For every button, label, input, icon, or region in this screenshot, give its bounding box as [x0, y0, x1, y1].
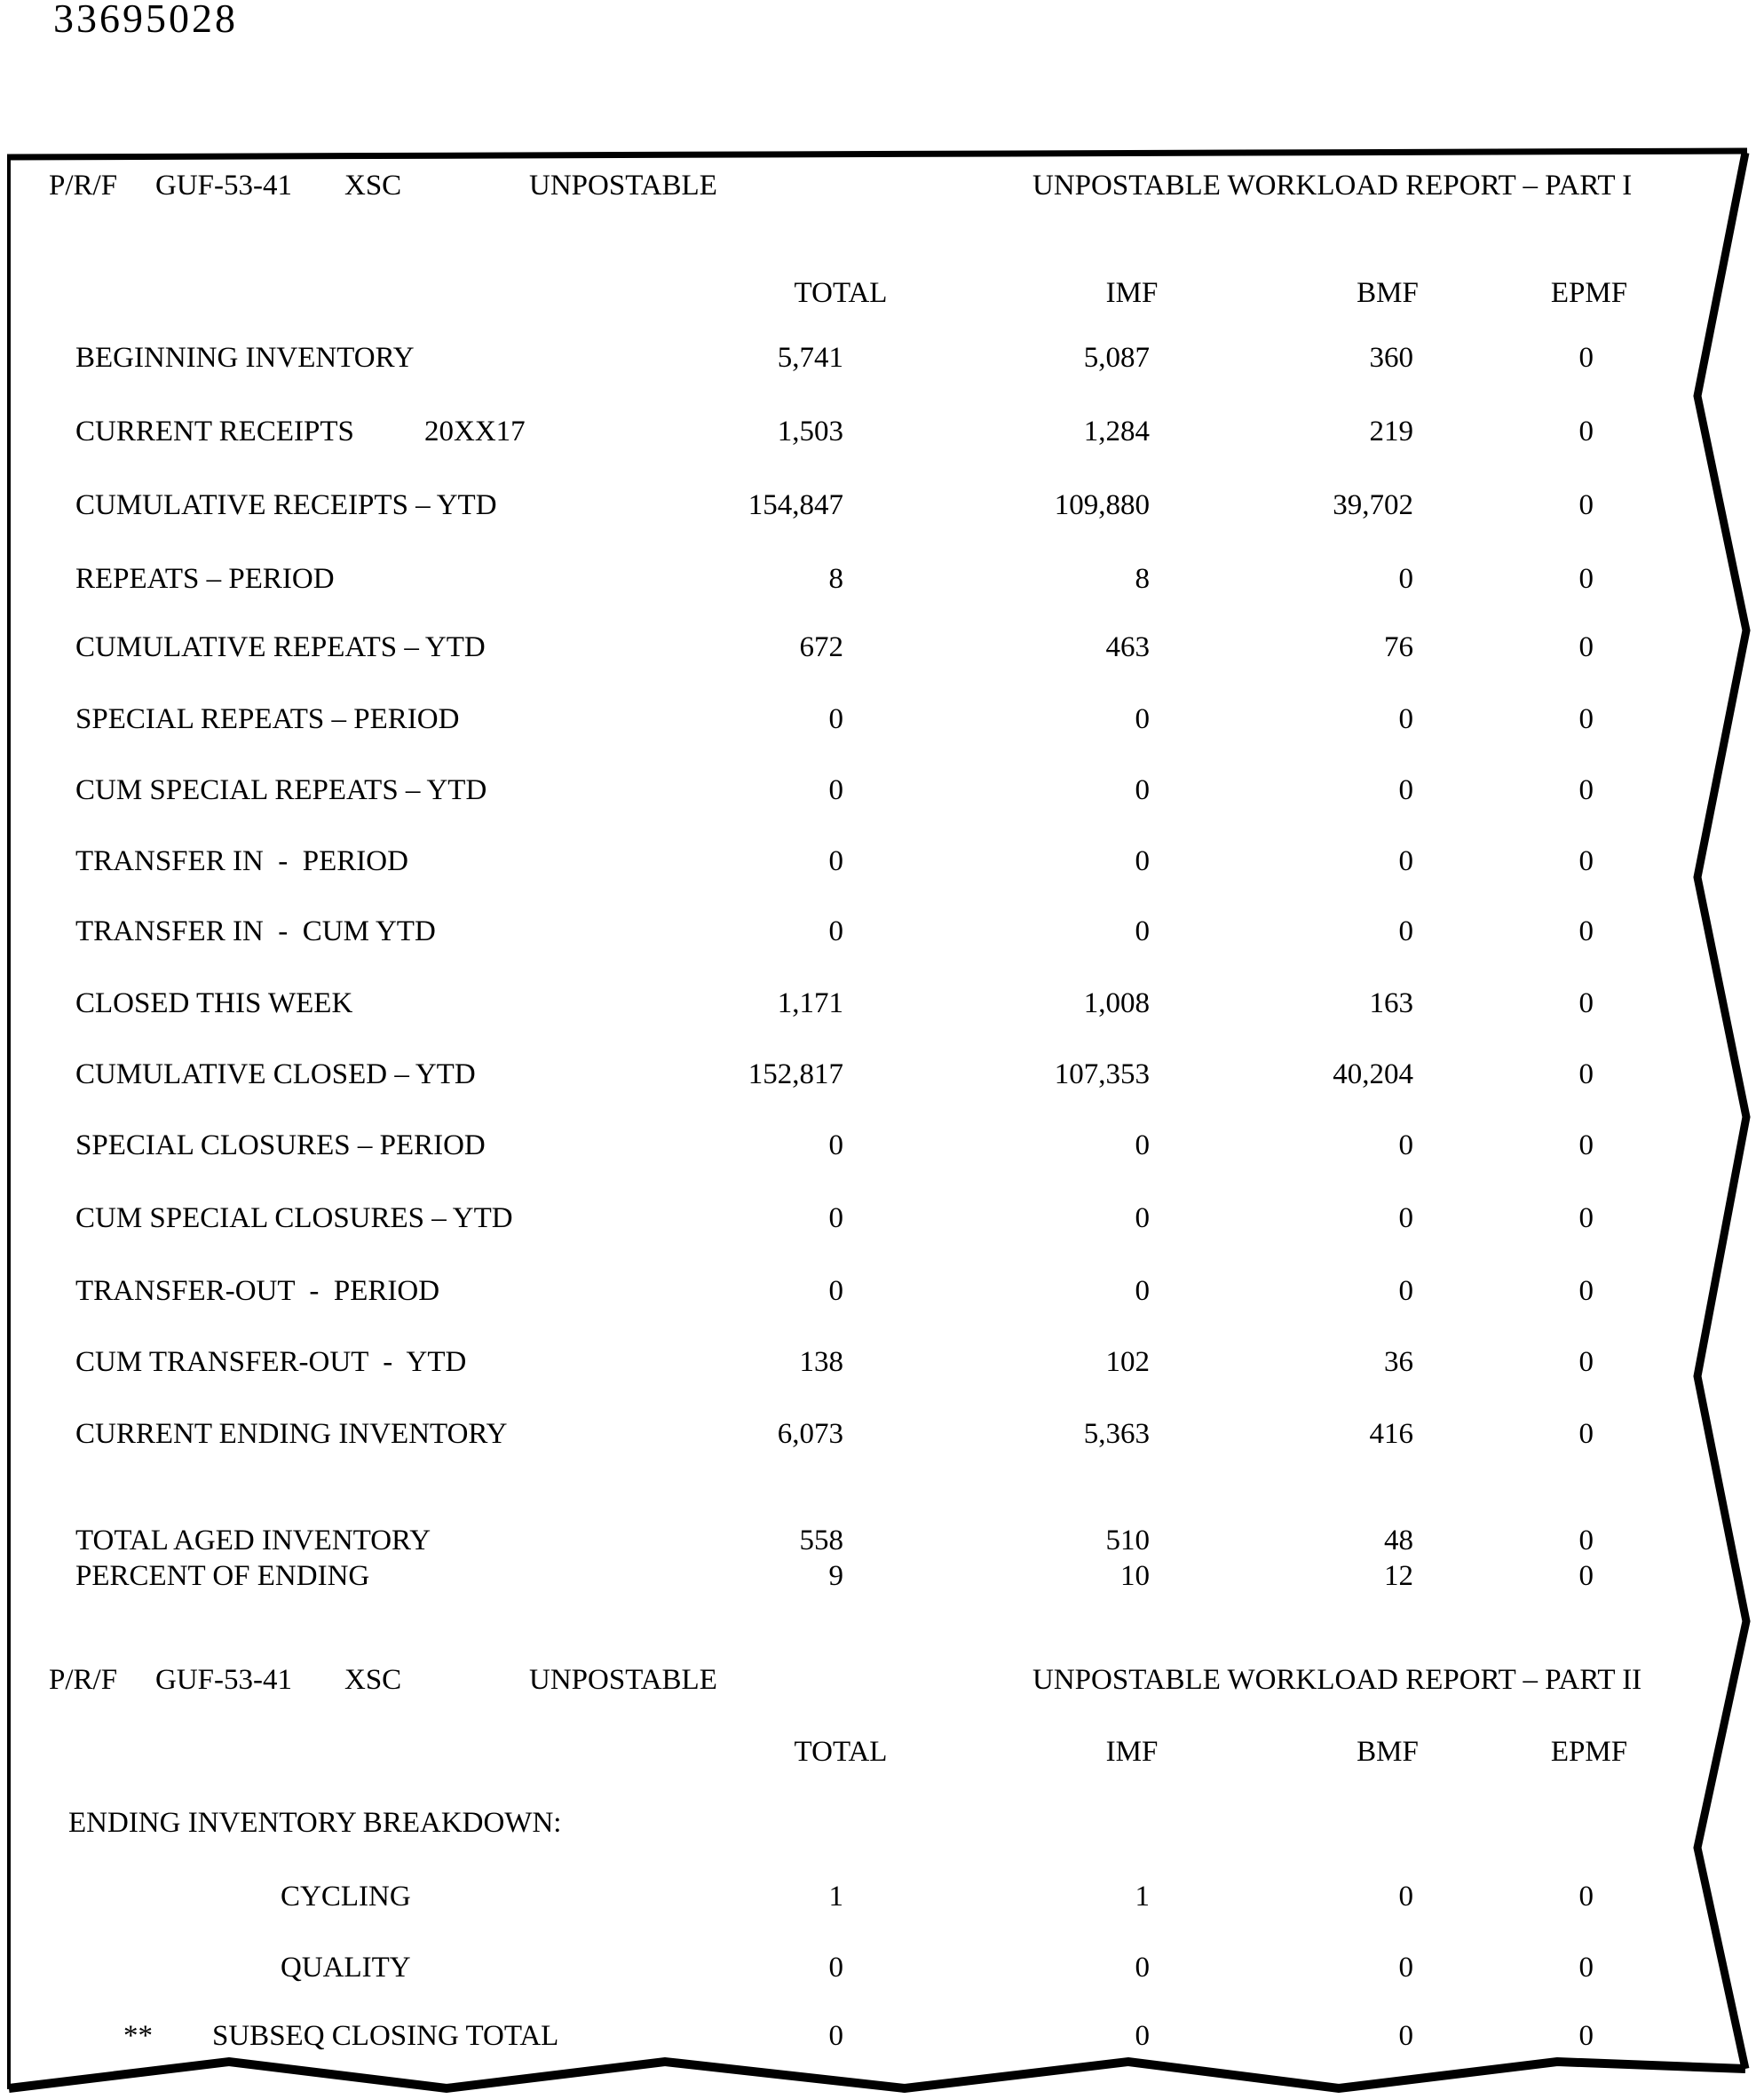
column-header-total: TOTAL [794, 277, 888, 309]
footnote-marker: ** [123, 2020, 153, 2052]
value-total: 6,073 [777, 1418, 843, 1450]
value-epmf: 0 [1578, 1418, 1594, 1450]
column-header-bmf: BMF [1357, 1736, 1419, 1768]
part2-report-code: GUF-53-41 [155, 1664, 292, 1696]
table-row [0, 1344, 1764, 1382]
value-imf: 0 [1135, 774, 1150, 806]
value-bmf: 0 [1398, 1275, 1413, 1307]
value-epmf: 0 [1578, 1525, 1594, 1556]
value-imf: 463 [1105, 631, 1150, 663]
ending-inventory-breakdown-label: ENDING INVENTORY BREAKDOWN: [68, 1807, 562, 1839]
column-header-total: TOTAL [794, 1736, 888, 1768]
row-label: TRANSFER-OUT - PERIOD [75, 1275, 440, 1307]
value-epmf: 0 [1578, 1129, 1594, 1161]
value-epmf: 0 [1578, 2020, 1594, 2052]
value-imf: 0 [1135, 2020, 1150, 2052]
row-label: CUM SPECIAL CLOSURES – YTD [75, 1202, 513, 1234]
value-total: 1,171 [777, 987, 843, 1019]
table-row [0, 1200, 1764, 1238]
value-bmf: 0 [1398, 2020, 1413, 2052]
table-row [0, 487, 1764, 525]
value-epmf: 0 [1578, 915, 1594, 947]
value-bmf: 0 [1398, 1881, 1413, 1913]
value-bmf: 76 [1384, 631, 1413, 663]
value-imf: 0 [1135, 703, 1150, 735]
row-label: SPECIAL CLOSURES – PERIOD [75, 1129, 486, 1161]
value-bmf: 0 [1398, 1129, 1413, 1161]
value-epmf: 0 [1578, 631, 1594, 663]
value-bmf: 0 [1398, 563, 1413, 595]
value-total: 0 [828, 2020, 843, 2052]
value-epmf: 0 [1578, 1560, 1594, 1592]
part1-program-label: P/R/F [49, 170, 118, 202]
value-bmf: 40,204 [1333, 1058, 1413, 1090]
value-bmf: 12 [1384, 1560, 1413, 1592]
row-label: TRANSFER IN - PERIOD [75, 845, 408, 877]
value-epmf: 0 [1578, 703, 1594, 735]
table-row [0, 561, 1764, 598]
table-row [0, 2018, 1764, 2055]
value-epmf: 0 [1578, 1881, 1594, 1913]
table-row [0, 1879, 1764, 1916]
value-total: 0 [828, 774, 843, 806]
table-row [0, 914, 1764, 951]
row-label: CURRENT ENDING INVENTORY [75, 1418, 508, 1450]
table-row [0, 701, 1764, 739]
part1-report-type: UNPOSTABLE [529, 170, 717, 202]
value-epmf: 0 [1578, 1952, 1594, 1984]
value-imf: 510 [1105, 1525, 1150, 1556]
value-total: 8 [828, 563, 843, 595]
row-label: CUM SPECIAL REPEATS – YTD [75, 774, 487, 806]
value-imf: 1 [1135, 1881, 1150, 1913]
table-row [0, 1273, 1764, 1311]
column-header-imf: IMF [1105, 1736, 1159, 1768]
value-imf: 107,353 [1054, 1058, 1150, 1090]
value-epmf: 0 [1578, 342, 1594, 374]
row-label: CUM TRANSFER-OUT - YTD [75, 1346, 467, 1378]
column-header-bmf: BMF [1357, 277, 1419, 309]
row-label: CURRENT RECEIPTS [75, 416, 354, 448]
row-sublabel: 20XX17 [424, 416, 526, 448]
column-header-epmf: EPMF [1550, 277, 1628, 309]
table-row [0, 1558, 1764, 1596]
value-epmf: 0 [1578, 489, 1594, 521]
value-bmf: 36 [1384, 1346, 1413, 1378]
value-epmf: 0 [1578, 1346, 1594, 1378]
value-total: 0 [828, 1202, 843, 1234]
row-label: SPECIAL REPEATS – PERIOD [75, 703, 460, 735]
value-imf: 0 [1135, 1129, 1150, 1161]
table-row [0, 340, 1764, 377]
value-total: 138 [799, 1346, 843, 1378]
value-bmf: 0 [1398, 915, 1413, 947]
value-imf: 1,008 [1083, 987, 1150, 1019]
part2-report-title: UNPOSTABLE WORKLOAD REPORT – PART II [1032, 1664, 1642, 1696]
value-bmf: 219 [1369, 416, 1413, 448]
value-epmf: 0 [1578, 1058, 1594, 1090]
value-epmf: 0 [1578, 416, 1594, 448]
document-number: 33695028 [53, 0, 238, 41]
value-imf: 109,880 [1054, 489, 1150, 521]
part1-report-title: UNPOSTABLE WORKLOAD REPORT – PART I [1032, 170, 1633, 202]
value-epmf: 0 [1578, 987, 1594, 1019]
value-total: 672 [799, 631, 843, 663]
value-bmf: 416 [1369, 1418, 1413, 1450]
table-row [0, 1950, 1764, 1987]
part2-section-line [0, 1805, 1764, 1842]
row-label: SUBSEQ CLOSING TOTAL [212, 2020, 559, 2052]
value-imf: 5,087 [1083, 342, 1150, 374]
value-total: 152,817 [748, 1058, 843, 1090]
row-label: PERCENT OF ENDING [75, 1560, 370, 1592]
part2-column-headers [0, 1734, 1764, 1771]
row-label: CUMULATIVE REPEATS – YTD [75, 631, 486, 663]
value-bmf: 360 [1369, 342, 1413, 374]
value-imf: 0 [1135, 1952, 1150, 1984]
row-label: REPEATS – PERIOD [75, 563, 335, 595]
value-imf: 8 [1135, 563, 1150, 595]
value-total: 1,503 [777, 416, 843, 448]
border-top-line [7, 151, 1747, 157]
value-bmf: 163 [1369, 987, 1413, 1019]
value-bmf: 0 [1398, 774, 1413, 806]
value-epmf: 0 [1578, 563, 1594, 595]
part2-report-type: UNPOSTABLE [529, 1664, 717, 1696]
value-bmf: 0 [1398, 845, 1413, 877]
value-total: 0 [828, 1952, 843, 1984]
part2-site-code: XSC [344, 1664, 402, 1696]
value-total: 0 [828, 703, 843, 735]
part1-header-line [0, 168, 1764, 205]
value-bmf: 0 [1398, 1202, 1413, 1234]
value-bmf: 0 [1398, 703, 1413, 735]
value-bmf: 48 [1384, 1525, 1413, 1556]
part2-header-line [0, 1662, 1764, 1699]
value-epmf: 0 [1578, 1202, 1594, 1234]
value-imf: 1,284 [1083, 416, 1150, 448]
value-total: 0 [828, 1275, 843, 1307]
value-total: 0 [828, 1129, 843, 1161]
part1-site-code: XSC [344, 170, 402, 202]
value-total: 1 [828, 1881, 843, 1913]
table-row [0, 1523, 1764, 1560]
part1-column-headers [0, 275, 1764, 313]
row-label: BEGINNING INVENTORY [75, 342, 415, 374]
border-bottom-zigzag [9, 2062, 1745, 2088]
value-epmf: 0 [1578, 774, 1594, 806]
row-label: CLOSED THIS WEEK [75, 987, 353, 1019]
column-header-epmf: EPMF [1550, 1736, 1628, 1768]
table-row [0, 1128, 1764, 1165]
value-imf: 5,363 [1083, 1418, 1150, 1450]
row-label: TOTAL AGED INVENTORY [75, 1525, 431, 1556]
value-bmf: 0 [1398, 1952, 1413, 1984]
value-epmf: 0 [1578, 1275, 1594, 1307]
table-row [0, 630, 1764, 667]
row-label: TRANSFER IN - CUM YTD [75, 915, 436, 947]
value-imf: 0 [1135, 1202, 1150, 1234]
part2-program-label: P/R/F [49, 1664, 118, 1696]
table-row [0, 844, 1764, 881]
value-epmf: 0 [1578, 845, 1594, 877]
value-total: 5,741 [777, 342, 843, 374]
table-row [0, 1057, 1764, 1094]
value-imf: 0 [1135, 915, 1150, 947]
value-imf: 0 [1135, 1275, 1150, 1307]
value-total: 558 [799, 1525, 843, 1556]
value-total: 0 [828, 845, 843, 877]
table-row [0, 1416, 1764, 1453]
column-header-imf: IMF [1105, 277, 1159, 309]
row-label: CUMULATIVE RECEIPTS – YTD [75, 489, 497, 521]
value-total: 154,847 [748, 489, 843, 521]
row-label: CYCLING [281, 1881, 411, 1913]
table-row [0, 414, 1764, 451]
value-total: 0 [828, 915, 843, 947]
value-imf: 102 [1105, 1346, 1150, 1378]
row-label: CUMULATIVE CLOSED – YTD [75, 1058, 476, 1090]
table-row [0, 986, 1764, 1023]
row-label: QUALITY [281, 1952, 411, 1984]
value-total: 9 [828, 1560, 843, 1592]
part1-report-code: GUF-53-41 [155, 170, 292, 202]
table-row [0, 772, 1764, 810]
value-imf: 0 [1135, 845, 1150, 877]
value-imf: 10 [1120, 1560, 1150, 1592]
value-bmf: 39,702 [1333, 489, 1413, 521]
